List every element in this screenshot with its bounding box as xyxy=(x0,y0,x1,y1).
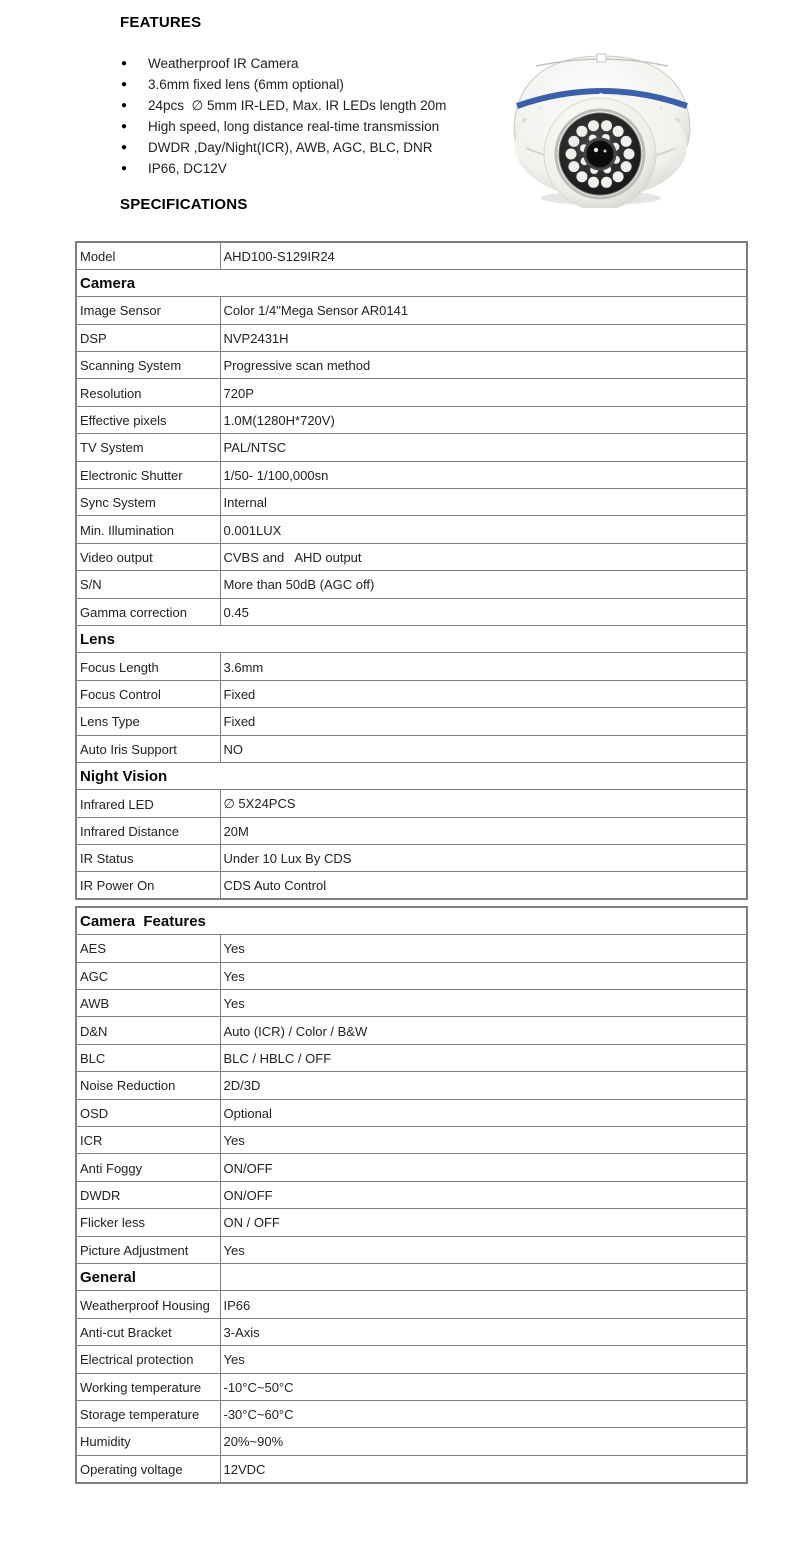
feature-item xyxy=(121,74,446,95)
spec-label: Anti Foggy xyxy=(76,1154,220,1181)
spec-value: 3.6mm xyxy=(220,653,747,680)
spec-value: Yes xyxy=(220,990,747,1017)
spec-row xyxy=(76,598,747,625)
spec-label: Noise Reduction xyxy=(76,1072,220,1099)
spec-label: Auto Iris Support xyxy=(76,735,220,762)
spec-value: 0.45 xyxy=(220,598,747,625)
spec-value: ON/OFF xyxy=(220,1154,747,1181)
spec-row xyxy=(76,543,747,570)
spec-value: CVBS and AHD output xyxy=(220,543,747,570)
spec-value: -10°C~50°C xyxy=(220,1373,747,1400)
spec-row xyxy=(76,242,747,269)
spec-row xyxy=(76,297,747,324)
spec-label: Electronic Shutter xyxy=(76,461,220,488)
lens-glint xyxy=(594,148,598,152)
spec-row xyxy=(76,872,747,899)
spec-row xyxy=(76,1291,747,1318)
spec-value: 720P xyxy=(220,379,747,406)
spec-row xyxy=(76,1017,747,1044)
spec-label: S/N xyxy=(76,571,220,598)
spec-row xyxy=(76,1154,747,1181)
spec-row xyxy=(76,817,747,844)
spec-label: AWB xyxy=(76,990,220,1017)
spec-value: 1/50- 1/100,000sn xyxy=(220,461,747,488)
spec-row xyxy=(76,461,747,488)
spec-value: More than 50dB (AGC off) xyxy=(220,571,747,598)
bullet-icon: ● xyxy=(121,121,128,132)
spec-label: DWDR xyxy=(76,1181,220,1208)
camera-top-notch xyxy=(597,54,606,62)
spec-label: Effective pixels xyxy=(76,406,220,433)
section-header: Camera Features xyxy=(76,907,747,934)
spec-row xyxy=(76,324,747,351)
spec-row xyxy=(76,680,747,707)
spec-value: 1.0M(1280H*720V) xyxy=(220,406,747,433)
section-row xyxy=(76,625,747,652)
ir-led-dot xyxy=(613,171,624,182)
spec-table-2 xyxy=(75,906,748,1483)
spec-row xyxy=(76,352,747,379)
spec-label: OSD xyxy=(76,1099,220,1126)
section-row xyxy=(76,907,747,934)
spec-label: Gamma correction xyxy=(76,598,220,625)
spec-row xyxy=(76,434,747,461)
spec-value: ON/OFF xyxy=(220,1181,747,1208)
spec-value: PAL/NTSC xyxy=(220,434,747,461)
specifications-title: SPECIFICATIONS xyxy=(120,196,248,213)
spec-value: NVP2431H xyxy=(220,324,747,351)
spec-label: AGC xyxy=(76,962,220,989)
spec-value: Color 1/4"Mega Sensor AR0141 xyxy=(220,297,747,324)
feature-item xyxy=(121,53,446,74)
feature-text: IP66, DC12V xyxy=(148,161,227,176)
spec-label: TV System xyxy=(76,434,220,461)
spec-label: Infrared LED xyxy=(76,790,220,817)
spec-label: BLC xyxy=(76,1044,220,1071)
spec-label: Infrared Distance xyxy=(76,817,220,844)
spec-label: AES xyxy=(76,935,220,962)
spec-label: Humidity xyxy=(76,1428,220,1455)
spec-label: Model xyxy=(76,242,220,269)
spec-label: Lens Type xyxy=(76,708,220,735)
section-header: Lens xyxy=(76,625,747,652)
section-header: Camera xyxy=(76,269,747,296)
spec-row xyxy=(76,1346,747,1373)
ir-led-dot xyxy=(601,177,612,188)
feature-item xyxy=(121,158,446,179)
spec-label: Electrical protection xyxy=(76,1346,220,1373)
ir-led-dot xyxy=(576,171,587,182)
spec-label: ICR xyxy=(76,1127,220,1154)
ir-led-dot xyxy=(568,136,579,147)
ir-led-dot xyxy=(601,120,612,131)
bullet-icon: ● xyxy=(121,163,128,174)
spec-value: Progressive scan method xyxy=(220,352,747,379)
spec-row xyxy=(76,1455,747,1482)
feature-item xyxy=(121,95,446,116)
spec-value: Auto (ICR) / Color / B&W xyxy=(220,1017,747,1044)
spec-label: Scanning System xyxy=(76,352,220,379)
ir-led-dot xyxy=(621,136,632,147)
bullet-icon: ● xyxy=(121,100,128,111)
spec-row xyxy=(76,735,747,762)
dome-camera-illustration xyxy=(506,26,698,208)
spec-label: Sync System xyxy=(76,489,220,516)
spec-value: Fixed xyxy=(220,680,747,707)
spec-value: 12VDC xyxy=(220,1455,747,1482)
spec-row xyxy=(76,1099,747,1126)
feature-item xyxy=(121,137,446,158)
features-list xyxy=(121,53,446,179)
spec-label: Focus Control xyxy=(76,680,220,707)
spec-row xyxy=(76,1236,747,1263)
spec-label: Min. Illumination xyxy=(76,516,220,543)
ir-led-dot xyxy=(621,161,632,172)
spec-value: 2D/3D xyxy=(220,1072,747,1099)
spec-value: AHD100-S129IR24 xyxy=(220,242,747,269)
spec-label: Working temperature xyxy=(76,1373,220,1400)
ir-led-dot xyxy=(588,177,599,188)
spec-value: CDS Auto Control xyxy=(220,872,747,899)
feature-text: Weatherproof IR Camera xyxy=(148,56,299,71)
spec-row xyxy=(76,1400,747,1427)
spec-row xyxy=(76,790,747,817)
spec-label: Storage temperature xyxy=(76,1400,220,1427)
section-header: General xyxy=(76,1263,220,1290)
spec-value xyxy=(220,1263,747,1290)
spec-label: Image Sensor xyxy=(76,297,220,324)
spec-row xyxy=(76,406,747,433)
camera-lens xyxy=(585,139,615,169)
spec-row xyxy=(76,653,747,680)
spec-row xyxy=(76,1181,747,1208)
spec-label: DSP xyxy=(76,324,220,351)
ir-led-dot xyxy=(576,126,587,137)
spec-row xyxy=(76,1127,747,1154)
section-header: Night Vision xyxy=(76,762,747,789)
spec-value: Yes xyxy=(220,1346,747,1373)
spec-value: Optional xyxy=(220,1099,747,1126)
spec-row xyxy=(76,516,747,543)
spec-row xyxy=(76,1209,747,1236)
spec-value: ON / OFF xyxy=(220,1209,747,1236)
spec-value: 20M xyxy=(220,817,747,844)
spec-row xyxy=(76,962,747,989)
bullet-icon: ● xyxy=(121,79,128,90)
bullet-icon: ● xyxy=(121,142,128,153)
feature-text: 3.6mm fixed lens (6mm optional) xyxy=(148,77,344,92)
spec-row xyxy=(76,935,747,962)
lens-glint-small xyxy=(604,150,607,153)
spec-label: Resolution xyxy=(76,379,220,406)
spec-row xyxy=(76,1428,747,1455)
ir-led-dot xyxy=(624,149,635,160)
feature-text: High speed, long distance real-time transmission xyxy=(148,119,440,134)
spec-label: IR Status xyxy=(76,845,220,872)
product-photo xyxy=(506,26,698,208)
ir-led-dot xyxy=(566,149,577,160)
spec-value: Under 10 Lux By CDS xyxy=(220,845,747,872)
specifications-tables xyxy=(75,241,748,1484)
spec-value: -30°C~60°C xyxy=(220,1400,747,1427)
spec-value: 20%~90% xyxy=(220,1428,747,1455)
feature-item xyxy=(121,116,446,137)
spec-row xyxy=(76,1318,747,1345)
spec-label: Anti-cut Bracket xyxy=(76,1318,220,1345)
spec-row xyxy=(76,708,747,735)
spec-row xyxy=(76,990,747,1017)
ir-led-dot xyxy=(613,126,624,137)
section-row xyxy=(76,762,747,789)
spec-value: Yes xyxy=(220,962,747,989)
spec-table-1 xyxy=(75,241,748,900)
spec-value: Yes xyxy=(220,1127,747,1154)
features-title: FEATURES xyxy=(120,14,202,31)
spec-row xyxy=(76,379,747,406)
ir-led-dot xyxy=(568,161,579,172)
spec-value: 0.001LUX xyxy=(220,516,747,543)
spec-value: NO xyxy=(220,735,747,762)
ir-led-dot xyxy=(588,120,599,131)
spec-label: D&N xyxy=(76,1017,220,1044)
spec-value: Yes xyxy=(220,935,747,962)
spec-row xyxy=(76,1373,747,1400)
spec-value: Internal xyxy=(220,489,747,516)
spec-label: Weatherproof Housing xyxy=(76,1291,220,1318)
spec-value: ∅ 5X24PCS xyxy=(220,790,747,817)
feature-text: 24pcs ∅ 5mm IR-LED, Max. IR LEDs length 20m xyxy=(148,97,447,113)
feature-text: DWDR ,Day/Night(ICR), AWB, AGC, BLC, DNR xyxy=(148,140,433,155)
spec-label: Operating voltage xyxy=(76,1455,220,1482)
spec-label: Picture Adjustment xyxy=(76,1236,220,1263)
spec-label: Focus Length xyxy=(76,653,220,680)
spec-row xyxy=(76,1072,747,1099)
spec-label: Video output xyxy=(76,543,220,570)
spec-row xyxy=(76,489,747,516)
spec-value: IP66 xyxy=(220,1291,747,1318)
spec-row xyxy=(76,1044,747,1071)
bullet-icon: ● xyxy=(121,58,128,69)
spec-label: IR Power On xyxy=(76,872,220,899)
spec-value: BLC / HBLC / OFF xyxy=(220,1044,747,1071)
spec-label: Flicker less xyxy=(76,1209,220,1236)
section-row xyxy=(76,269,747,296)
spec-row xyxy=(76,571,747,598)
section-row xyxy=(76,1263,747,1290)
spec-value: 3-Axis xyxy=(220,1318,747,1345)
spec-value: Yes xyxy=(220,1236,747,1263)
spec-row xyxy=(76,845,747,872)
spec-value: Fixed xyxy=(220,708,747,735)
